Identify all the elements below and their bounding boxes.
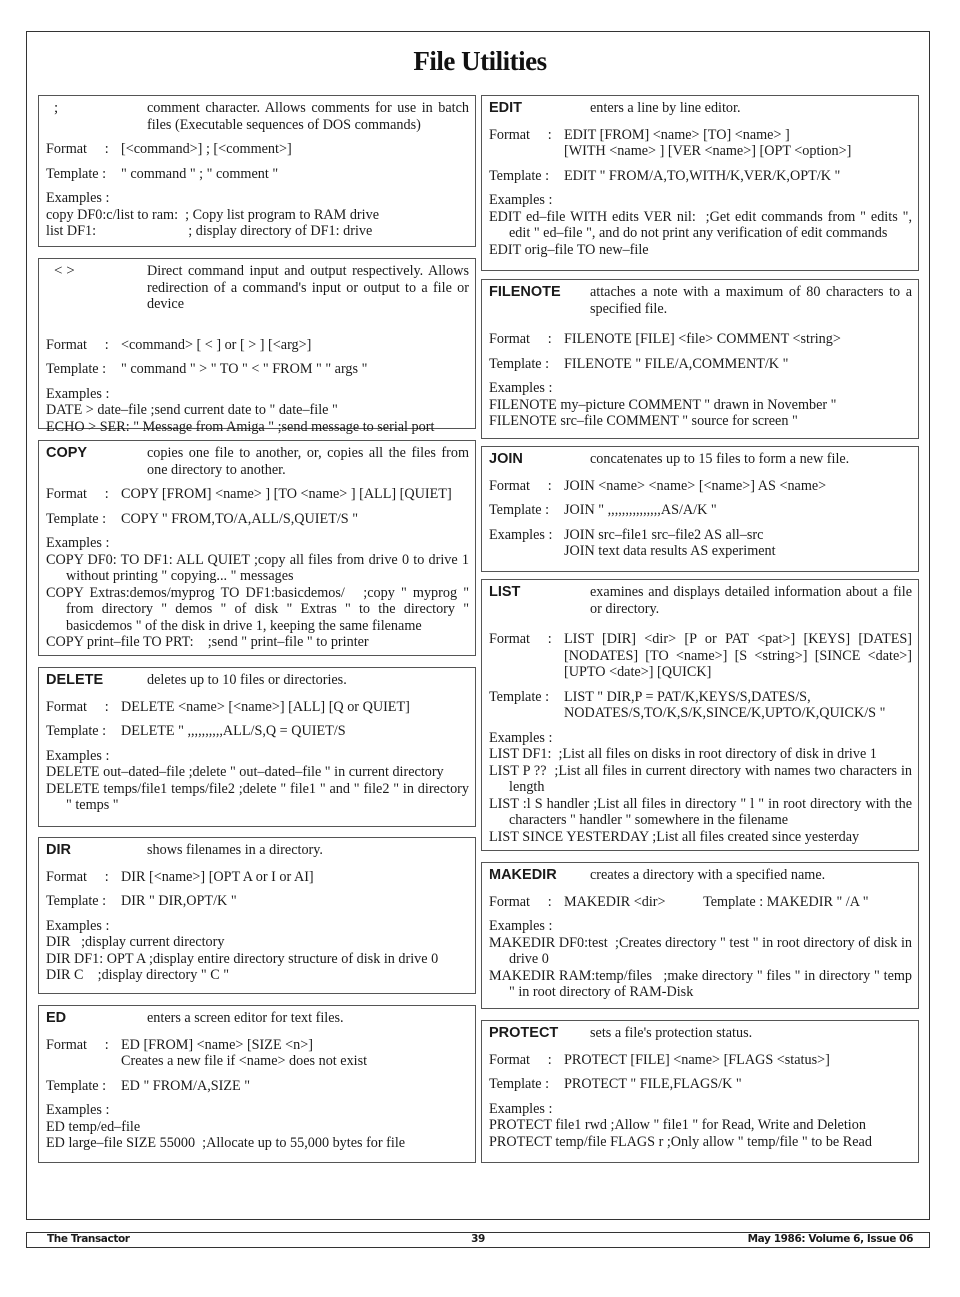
examples-label: Examples : [489,729,553,746]
entry-redirection [38,258,476,435]
example-line: ED temp/ed–file [46,1118,141,1135]
example-line: LIST DF1: ;List all files on disks in root directory of disk in drive 1 [489,746,877,762]
template-label: Template [46,1077,99,1094]
page-title: File Utilities [413,46,547,76]
format-label: Format [489,631,530,647]
template-label: Template [46,723,99,739]
template-row: Template : FILENOTE " FILE/A,COMMENT/K " [489,356,912,373]
format-label: Format [489,126,530,143]
format-label: Format [489,893,530,910]
template-label: Template [489,167,542,184]
command-name: DELETE [46,672,104,688]
format-line: [<command>] ; [<comment>] [121,141,292,157]
format-line: PROTECT [FILE] <name> [FLAGS <status>] [564,1051,830,1068]
format-row: Format : ED [FROM] <name> [SIZE <n>] Creates a new file if <name> does not exist [46,1037,469,1070]
format-line: Creates a new file if <name> does not exist [121,1053,368,1069]
template-row: Template : ED " FROM/A,SIZE " [46,1078,469,1095]
example-line: copy DF0:c/list to ram: ; Copy list program to RAM drive [46,206,379,223]
template-line: FILENOTE " FILE/A,COMMENT/K " [564,355,789,372]
template-label: Template [489,688,542,705]
format-row: Format : DIR [<name>] [OPT A or I or AI] [46,869,469,886]
template-line: LIST " DIR,P = PAT/K,KEYS/S,DATES/S, [564,688,811,705]
command-description: Direct command input and output respectively. Allows redirection of a command's input or output to a file or device [147,263,469,312]
example-line: JOIN src–file1 src–file2 AS all–src [564,526,764,543]
format-row: Format : DELETE <name> [<name>] [ALL] [Q or QUIET] [46,699,469,716]
publication-name: The Transactor [47,1233,130,1245]
example-line: ED large–file SIZE 55000 ;Allocate up to 55,000 bytes for file [46,1135,406,1151]
examples-label: Examples : [46,1102,110,1118]
template-label: Template [46,510,99,527]
examples-label: Examples : [489,526,553,543]
example-line: LIST :l S handler ;List all files in directory " l " in root directory with the characters " handler " somewhere in the filename [489,795,912,828]
format-line: MAKEDIR <dir> [564,893,666,910]
format-label: Format [46,698,87,715]
format-label: Format [46,1036,87,1053]
command-description: sets a file's protection status. [590,1025,753,1041]
examples-label: Examples : [46,747,110,764]
command-name: FILENOTE [489,284,561,300]
format-row: Format : [<command>] ; [<comment>] [46,141,469,158]
template-line: JOIN " ,,,,,,,,,,,,,,,AS/A/K " [564,502,717,518]
format-line: DELETE <name> [<name>] [ALL] [Q or QUIET] [121,698,410,715]
entry-dir [38,837,476,994]
format-row: Format : MAKEDIR <dir> Template : MAKEDIR " /A " [489,893,869,910]
template-row: Template : " command " > " TO " < " FROM " " args " [46,361,469,378]
template-label: Template [46,893,99,909]
example-line: DIR DF1: OPT A ;display entire directory structure of disk in drive 0 [46,950,439,967]
template-line: EDIT " FROM/A,TO,WITH/K,VER/K,OPT/K " [564,167,841,184]
command-name: EDIT [489,100,523,116]
examples-row [489,527,912,560]
command-name: COPY [46,445,88,461]
command-description: comment character. Allows comments for use in batch files (Executable sequences of DOS commands) [147,100,469,133]
command-description: examines and displays detailed information about a file or directory. [590,584,912,617]
entry-makedir [481,862,919,1009]
command-description: attaches a note with a maximum of 80 characters to a specified file. [590,284,912,317]
examples-label: Examples : [46,385,110,402]
template-label: Template [46,361,99,377]
format-line: COPY [FROM] <name> ] [TO <name> ] [ALL] [QUIET] [121,486,452,502]
format-label: Format [46,486,87,502]
format-label: Format [46,141,87,157]
format-row: Format : PROTECT [FILE] <name> [FLAGS <status>] [489,1052,912,1069]
template-line: " command " ; " comment " [121,165,279,182]
example-line: DATE > date–file ;send current date to " date–file " [46,402,338,418]
command-name: LIST [489,584,521,600]
template-row: Template : LIST " DIR,P = PAT/K,KEYS/S,DATES/S, NODATES/S,TO/K,S/K,SINCE/K,UPTO/K,QUICK/S " [489,689,912,722]
example-line: EDIT orig–file TO new–file [489,241,649,258]
examples-label: Examples : [489,380,553,396]
examples-label: Examples : [489,1100,553,1117]
format-label: Format [46,336,87,353]
example-line: DIR ;display current directory [46,934,225,950]
template-row: Template : DIR " DIR,OPT/K " [46,893,469,910]
command-description: shows filenames in a directory. [147,842,323,858]
format-line: LIST [DIR] <dir> [P or PAT <pat>] [KEYS] [DATES] [NODATES] [TO <name>] [S <string>] [SINCE <date>] [UPTO <date>] [QUICK] [564,631,912,680]
format-line: ED [FROM] <name> [SIZE <n>] [121,1036,313,1053]
command-name: MAKEDIR [489,867,557,883]
command-description: creates a directory with a specified name. [590,867,826,883]
examples-label: Examples : [46,535,110,551]
template-line: PROTECT " FILE,FLAGS/K " [564,1076,742,1092]
example-line: DELETE temps/file1 temps/file2 ;delete " file1 " and " file2 " in directory " temps " [46,780,469,813]
entry-edit [481,95,919,271]
example-line: JOIN text data results AS experiment [564,543,776,559]
template-line: ED " FROM/A,SIZE " [121,1077,251,1094]
format-row: Format : COPY [FROM] <name> ] [TO <name> ] [ALL] [QUIET] [46,486,469,503]
template-label: Template [489,502,542,518]
entry-comment [38,95,476,247]
example-line: COPY DF0: TO DF1: ALL QUIET ;copy all files from drive 0 to drive 1 without printing " copying... " messages [46,551,469,584]
command-description: enters a screen editor for text files. [147,1010,344,1026]
template-row: Template : " command " ; " comment " [46,166,469,183]
format-row: Format : LIST [DIR] <dir> [P or PAT <pat>] [KEYS] [DATES] [NODATES] [TO <name>] [S <string>] [SINCE <date>] [UPTO <date>] [QUICK] [489,631,912,680]
format-line: DIR [<name>] [OPT A or I or AI] [121,868,314,885]
format-row: Format : EDIT [FROM] <name> [TO] <name> ] [WITH <name> ] [VER <name>] [OPT <option>] [489,127,912,160]
format-label: Format [46,868,87,885]
format-row: Format : JOIN <name> <name> [<name>] AS <name> [489,478,912,495]
template-line: NODATES/S,TO/K,S/K,SINCE/K,UPTO/K,QUICK/S " [564,705,886,721]
example-line: MAKEDIR RAM:temp/files ;make directory " files " in directory " temp " in root directory of RAM-Disk [489,967,912,1000]
format-row: Format : FILENOTE [FILE] <file> COMMENT <string> [489,331,912,348]
template-line: " command " > " TO " < " FROM " " args " [121,361,368,377]
example-line: FILENOTE src–file COMMENT " source for screen " [489,413,798,429]
entry-join [481,446,919,572]
format-label: Format [489,331,530,347]
command-name: ED [46,1010,67,1026]
template-row: Template : JOIN " ,,,,,,,,,,,,,,,AS/A/K " [489,502,912,519]
example-line: EDIT ed–file WITH edits VER nil: ;Get edit commands from " edits ", edit " ed–file ", and do not print any verification of edit commands [489,208,912,241]
example-line: COPY print–file TO PRT: ;send " print–file " to printer [46,634,369,650]
example-line: COPY Extras:demos/myprog TO DF1:basicdemos/ ;copy " myprog " from directory " demos " of disk " Extras " to the directory " basicdemos " of the disk in drive 1, keeping the same filename [46,584,469,634]
command-name: JOIN [489,451,523,467]
template-label: Template [489,1076,542,1092]
entry-ed [38,1005,476,1163]
entry-delete [38,667,476,827]
example-line: LIST P ?? ;List all files in current directory with names two characters in length [489,762,912,795]
format-line: EDIT [FROM] <name> [TO] <name> ] [564,126,790,143]
template-line: DELETE " ,,,,,,,,,,ALL/S,Q = QUIET/S [121,723,346,739]
template-label: Template [489,355,542,372]
template-label: Template [46,165,99,182]
template-line: DIR " DIR,OPT/K " [121,893,237,909]
example-line: DIR C ;display directory " C " [46,967,229,983]
entry-protect [481,1020,919,1163]
issue-info: May 1986: Volume 6, Issue 06 [747,1233,913,1245]
template-row: Template : EDIT " FROM/A,TO,WITH/K,VER/K,OPT/K " [489,168,912,185]
format-line: JOIN <name> <name> [<name>] AS <name> [564,477,827,494]
template-inline: Template : MAKEDIR " /A " [703,893,869,910]
template-line: MAKEDIR " /A " [766,893,869,910]
example-line: MAKEDIR DF0:test ;Creates directory " test " in root directory of disk in drive 0 [489,934,912,967]
template-row: Template : COPY " FROM,TO/A,ALL/S,QUIET/S " [46,511,469,528]
examples-label: Examples : [489,918,553,934]
format-label: Format [489,477,530,494]
entry-copy [38,440,476,656]
command-name: DIR [46,842,71,858]
template-row: Template : DELETE " ,,,,,,,,,,ALL/S,Q = QUIET/S [46,723,469,740]
example-line: PROTECT file1 rwd ;Allow " file1 " for Read, Write and Deletion [489,1117,866,1133]
page-footer [26,1232,930,1248]
command-name: PROTECT [489,1025,559,1041]
template-label: Template [703,893,756,910]
example-line: ECHO > SER: " Message from Amiga " ;send message to serial port [46,418,435,435]
command-name: ; [54,100,59,116]
entry-filenote [481,279,919,439]
examples-label: Examples : [46,917,110,934]
examples-label: Examples : [489,192,553,208]
entry-list [481,579,919,851]
example-line: LIST SINCE YESTERDAY ;List all files created since yesterday [489,828,860,845]
command-description: deletes up to 10 files or directories. [147,672,347,688]
command-description: copies one file to another, or, copies all the files from one directory to another. [147,445,469,478]
example-line: FILENOTE my–picture COMMENT " drawn in November " [489,396,837,413]
command-name: < > [54,263,75,279]
command-description: concatenates up to 15 files to form a new file. [590,451,850,467]
format-line: [WITH <name> ] [VER <name>] [OPT <option>] [564,143,852,159]
example-line: PROTECT temp/file FLAGS r ;Only allow " temp/file " to be Read [489,1133,872,1150]
format-line: <command> [ < ] or [ > ] [<arg>] [121,336,312,353]
format-row: Format : <command> [ < ] or [ > ] [<arg>] [46,337,469,354]
example-line: DELETE out–dated–file ;delete " out–dated–file " in current directory [46,764,444,780]
template-line: COPY " FROM,TO/A,ALL/S,QUIET/S " [121,510,359,527]
template-row: Template : PROTECT " FILE,FLAGS/K " [489,1076,912,1093]
example-line: list DF1: ; display directory of DF1: drive [46,223,373,239]
format-line: FILENOTE [FILE] <file> COMMENT <string> [564,331,841,347]
examples-label: Examples : [46,190,110,206]
command-description: enters a line by line editor. [590,100,741,116]
page-number: 39 [471,1233,485,1245]
format-label: Format [489,1051,530,1068]
